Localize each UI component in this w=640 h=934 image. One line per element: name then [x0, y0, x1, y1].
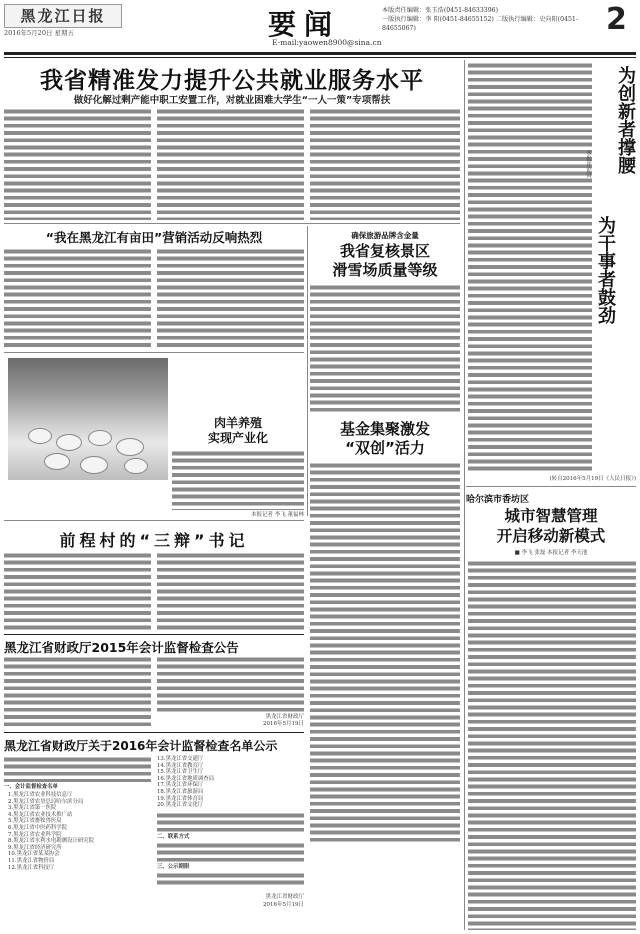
notice-section-heading: 三、公示期限 — [157, 864, 190, 870]
list-item: 19.黑龙江省体育局 — [157, 795, 204, 802]
story-kicker: 确保旅游品牌含金量 — [351, 231, 419, 240]
list-item: 4.黑龙江省农业技术推广站 — [8, 811, 73, 818]
list-item: 17.黑龙江省环保厅 — [157, 782, 204, 789]
divider — [4, 223, 460, 224]
list-item: 18.黑龙江省旅游局 — [157, 788, 204, 795]
commentary-body — [468, 62, 592, 474]
section-email: E-mail:yaowen8900@sina.cn — [272, 38, 382, 47]
lead-subheadline: 做好化解过剩产能中职工安置工作，对就业困难大学生“一人一策”专项帮扶 — [73, 95, 391, 106]
lead-headline: 我省精准发力提升公共就业服务水平 — [40, 68, 424, 94]
notice-body — [157, 872, 304, 886]
story-body — [310, 462, 460, 842]
story-kicker: 哈尔滨市香坊区 — [466, 495, 530, 505]
photo-headline: 肉羊养殖 实现产业化 — [207, 416, 268, 445]
column-divider — [464, 60, 465, 930]
notice-body — [4, 656, 151, 728]
lead-body-col2 — [157, 108, 304, 220]
list-item: 2.黑龙江省农垦总局哈尔滨分局 — [8, 798, 84, 805]
notice-signature: 黑龙江省财政厅 — [265, 894, 304, 900]
notice-section-heading: 一、会计监督检查名单 — [4, 784, 58, 790]
notice-title: 黑龙江省财政厅关于2016年会计监督检查名单公示 — [4, 739, 278, 753]
notice-body — [157, 812, 304, 832]
list-item: 7.黑龙江省农业科学院 — [8, 831, 62, 838]
list-item: 15.黑龙江省卫生厅 — [157, 769, 204, 776]
masthead-rule-thin — [4, 57, 636, 58]
story-byline: ■ 李飞 张磊 本报记者 李天池 — [514, 550, 588, 556]
list-item: 13.黑龙江省交通厅 — [157, 756, 204, 762]
column-divider — [307, 226, 308, 516]
divider — [466, 486, 636, 487]
commentary-title-line: 为干事者鼓劲 — [595, 216, 616, 324]
list-item: 10.黑龙江省某某协会 — [8, 851, 60, 858]
notice-list-right — [157, 756, 304, 809]
story-body — [4, 248, 151, 348]
notice-signature: 黑龙江省财政厅 — [265, 714, 304, 720]
notice-section-heading: 二、联系方式 — [157, 834, 190, 840]
editor-credits — [382, 6, 602, 33]
commentary-title-line: 为创新者撑腰 — [615, 66, 636, 174]
newspaper-logo: 黑龙江日报 — [4, 4, 122, 28]
story-headline: 我省复核景区 滑雪场质量等级 — [332, 242, 438, 279]
notice-body — [157, 656, 304, 712]
list-item: 14.黑龙江省教育厅 — [157, 762, 204, 769]
notice-date: 2016年5月19日 — [263, 721, 304, 727]
divider — [4, 634, 304, 635]
story-body — [157, 552, 304, 630]
story-body — [4, 552, 151, 630]
commentary-source: (转自2016年5月19日《人民日报》) — [549, 476, 636, 482]
list-item: 16.黑龙江省地质调查局 — [157, 775, 215, 782]
lead-body-col3 — [310, 108, 460, 220]
story-headline: 前程村的“三辩”书记 — [59, 531, 249, 550]
divider — [4, 732, 304, 733]
commentary-byline: 本报评论员 — [585, 150, 591, 178]
story-headline: 基金集聚激发 “双创”活力 — [339, 420, 430, 457]
divider — [4, 520, 304, 521]
list-item: 6.黑龙江省中医药科学院 — [8, 824, 68, 831]
photo-credit: 本报记者 李飞 董福林 — [251, 512, 304, 518]
story-headline: 城市智慧管理 开启移动新模式 — [496, 507, 606, 545]
story-body — [157, 248, 304, 348]
notice-body — [4, 756, 151, 782]
masthead — [0, 0, 640, 60]
page-number: 2 — [606, 2, 627, 37]
notice-list-left — [8, 792, 151, 871]
lead-body-col1 — [4, 108, 151, 220]
editor-line: 一版执行编辑：李 阳(0451-84655152) 二版执行编辑：史向阳(0451-84655067) — [382, 16, 578, 32]
story-body — [468, 560, 636, 930]
list-item: 9.黑龙江省经济研究所 — [8, 844, 62, 851]
notice-title: 黑龙江省财政厅2015年会计监督检查公告 — [4, 640, 239, 655]
photo-caption — [172, 450, 304, 510]
list-item: 1.黑龙江省农业科技信息厅 — [8, 792, 73, 798]
notice-date: 2016年5月19日 — [263, 902, 304, 908]
masthead-rule — [4, 52, 636, 55]
list-item: 8.黑龙江省水利水电勘测设计研究院 — [8, 838, 95, 845]
list-item: 20.黑龙江省文化厅 — [157, 802, 204, 809]
editor-line: 本版责任编辑：张玉浩(0451-84633396) — [382, 7, 499, 14]
list-item: 3.黑龙江省第一医院 — [8, 805, 57, 812]
list-item: 12.黑龙江省科技厅 — [8, 864, 55, 871]
list-item: 11.黑龙江省物价局 — [8, 857, 55, 864]
list-item: 5.黑龙江省畜牧兽医局 — [8, 818, 62, 825]
story-body — [310, 284, 460, 414]
notice-body — [157, 842, 304, 862]
section-title: 要闻 — [268, 8, 341, 41]
story-headline: “我在黑龙江有亩田”营销活动反响热烈 — [45, 230, 263, 245]
divider — [4, 352, 304, 353]
issue-date: 2016年5月20日 星期五 — [4, 29, 75, 37]
sheep-photo — [8, 358, 168, 480]
